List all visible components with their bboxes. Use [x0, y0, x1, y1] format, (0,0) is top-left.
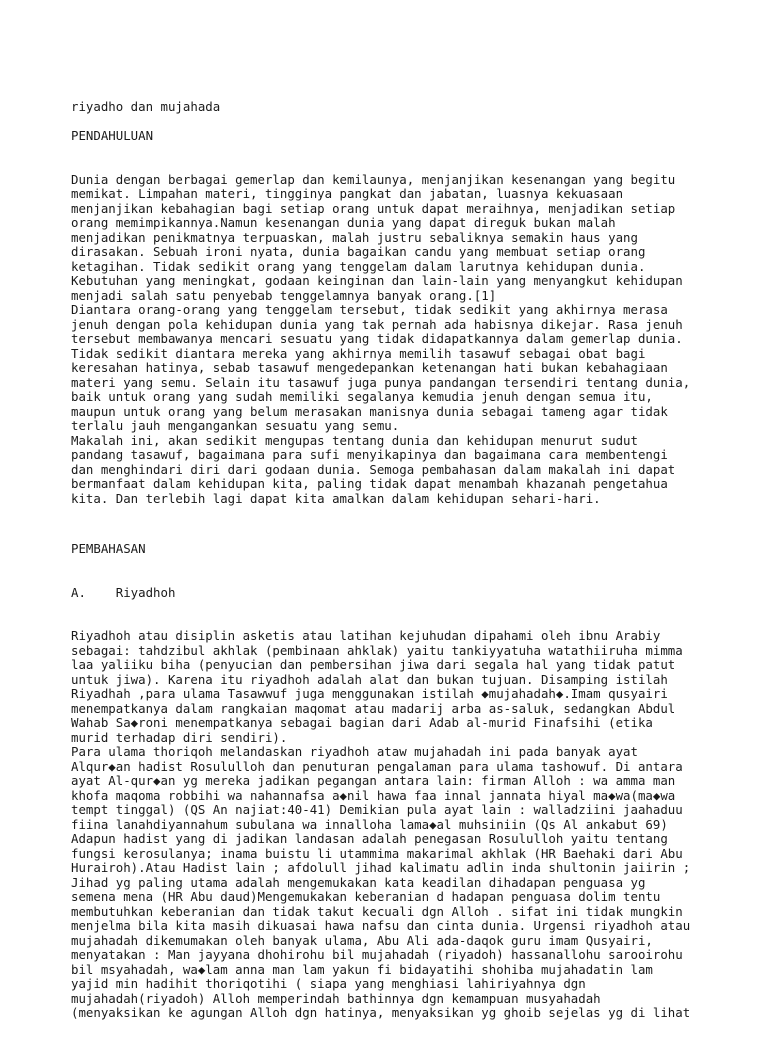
intro-text-line: jenuh dengan pola kehidupan dunia yang tak pernah ada habisnya dikejar. Rasa jenuh [71, 316, 683, 332]
body-section [71, 513, 690, 1050]
intro-text-line: menjadikan penikmatnya terpuaskan, malah justru sebaliknya semakin haus yang [71, 229, 638, 245]
body-text-line: Riyadhoh atau disiplin asketis atau latihan kejuhudan dipahami oleh ibnu Arabiy [71, 628, 661, 643]
body-text-line: laa yaliiku biha (penyucian dan pembersihan jiwa dari segala hal yang tidak patut [71, 657, 676, 672]
intro-text-line: ketagihan. Tidak sedikit orang yang tenggelam dalam larutnya kehidupan dunia. [71, 258, 646, 274]
body-text-line: fungsi kerosulanya; inama buistu li utammima makarimal akhlak (HR Baehaki dari Abu [71, 845, 683, 861]
body-text-line: tempt tinggal) (QS An najiat:40-41) Demikian pula ayat lain : walladziini jaahaduu [71, 802, 683, 817]
intro-text-line: menjadi salah satu penyebab tenggelamnya banyak orang.[1] [71, 287, 497, 303]
body-paragraphs [71, 629, 690, 1021]
body-text-line: murid terhadap diri sendiri). [71, 729, 288, 745]
body-text-line: menjelma bila kita masih dikuasai hawa nafsu dan cinta dunia. Urgensi riyadhoh atau [71, 918, 691, 933]
body-text-line: Adapun hadist yang di jadikan landasan adalah penegasan Rosululloh yaitu tentang [71, 831, 668, 846]
body-subheading: A. Riyadhoh [71, 584, 176, 600]
intro-text-line: terlalu jauh mengangankan sesuatu yang semu. [71, 418, 400, 433]
document-title: riyadho dan mujahada [71, 99, 221, 114]
body-text-line: Jihad yg paling utama adalah mengemukakan kata keadilan dihadapan penguasa yg [71, 874, 646, 890]
intro-text-line: dirasakan. Sebuah ironi nyata, dunia bagaikan candu yang membuat setiap orang [71, 244, 646, 259]
intro-text-line: memikat. Limpahan materi, tingginya pangkat dan jabatan, luasnya kekuasaan [71, 186, 624, 201]
intro-text-line: Kebutuhan yang meningkat, godaan keinginan dan lain-lain yang menyangkut kehidupan [71, 273, 683, 288]
intro-text-line: Makalah ini, akan sedikit mengupas tentang dunia dan kehidupan menurut sudut [71, 432, 638, 448]
body-text-line: membutuhkan keberanian dan tidak takut kecuali dgn Alloh . sifat ini tidak mungkin [71, 903, 683, 919]
body-text-line: menyatakan : Man jayyana dhohirohu bil mujahadah (riyadoh) hassanallohu sarooirohu [71, 947, 683, 962]
intro-text-line: Tidak sedikit diantara mereka yang akhirnya memilih tasawuf sebagai obat bagi [71, 345, 646, 361]
body-text-line: menempatkanya dalam rangkaian maqomat atau madarij arba as-saluk, sedangkan Abdul [71, 700, 676, 716]
intro-section [71, 100, 690, 535]
body-text-line: mujahadah(riyadoh) Alloh memperindah bathinnya dgn kemampuan musyahadah [71, 990, 601, 1006]
intro-text-line: maupun untuk orang yang belum merasakan manisnya dunia sebagai tameng agar tidak [71, 403, 668, 419]
intro-text-line: baik untuk orang yang sudah memiliki segalanya kemudia jenuh dengan semua itu, [71, 389, 653, 404]
intro-text-line: materi yang semu. Selain itu tasawuf juga punya pandangan tersendiri tentang dunia, [71, 374, 691, 390]
intro-text-line: Dunia dengan berbagai gemerlap dan kemilaunya, menjanjikan kesenangan yang begitu [71, 171, 676, 187]
intro-text-line: dan menghindari diri dari godaan dunia. Semoga pembahasan dalam makalah ini dapat [71, 461, 676, 477]
intro-text-line: menjanjikan kebahagian bagi setiap orang untuk dapat meraihnya, menjadikan setiap [71, 200, 676, 216]
intro-text-line: orang memimpikannya.Namun kesenangan dunia yang dapat direguk bukan malah [71, 215, 616, 230]
body-text-line: sebagai: tahdzibul akhlak (pembinaan ahklak) yaitu tankiyyatuha watathiiruha mimma [71, 642, 683, 658]
body-text-line: mujahadah dikemumakan oleh banyak ulama, Abu Ali ada-daqok guru imam Qusyairi, [71, 932, 653, 948]
intro-paragraphs [71, 173, 690, 507]
body-text-line: Wahab Sa◆roni menempatkanya sebagai bagian dari Adab al-murid Finafsihi (etika [71, 715, 653, 730]
body-text-line: semena mena (HR Abu daud)Mengemukakan keberanian d hadapan penguasa dolim tentu [71, 889, 661, 904]
intro-text-line: tersebut membawanya mencari sesuatu yang tidak didapatkannya dalam gemerlap dunia. [71, 331, 683, 346]
intro-text-line: pandang tasawuf, bagaimana para sufi menyikapinya dan bagaimana cara membentengi [71, 447, 668, 462]
body-text-line: fiina lanahdiyannahum subulana wa innalloha lama◆al muhsiniin (Qs Al ankabut 69) [71, 816, 668, 832]
body-text-line: ayat Al-qur◆an yg mereka jadikan pegangan antara lain: firman Alloh : wa amma man [71, 773, 676, 788]
body-text-line: Hurairoh).Atau Hadist lain ; afdolull jihad kalimatu adlin inda shultonin jaiirin ; [71, 860, 691, 875]
intro-heading: PENDAHULUAN [71, 128, 154, 143]
body-text-line: Riyadhah ,para ulama Tasawwuf juga menggunakan istilah ◆mujahadah◆.Imam qusyairi [71, 686, 668, 701]
body-heading: PEMBAHASAN [71, 541, 146, 556]
body-text-line: khofa maqoma robbihi wa nahannafsa a◆nil hawa faa innal jannata hiyal ma◆wa(ma◆wa [71, 787, 676, 803]
body-text-line: Alqur◆an hadist Rosululloh dan penuturan pengalaman para ulama tashowuf. Di antara [71, 758, 683, 774]
intro-text-line: kita. Dan terlebih lagi dapat kita amalkan dalam kehidupan sehari-hari. [71, 490, 601, 506]
body-text-line: yajid min hadihit thoriqotihi ( siapa yang menghiasi lahiriyahnya dgn [71, 976, 586, 991]
intro-text-line: bermanfaat dalam kehidupan kita, paling tidak dapat menambah khazanah pengetahua [71, 476, 668, 491]
body-text-line: Para ulama thoriqoh melandaskan riyadhoh ataw mujahadah ini pada banyak ayat [71, 744, 638, 759]
body-text-line: bil msyahadah, wa◆lam anna man lam yakun fi bidayatihi shohiba mujahadatin lam [71, 961, 653, 977]
intro-text-line: keresahan hatinya, sebab tasawuf mengedepankan ketenangan hati bukan kebahagiaan [71, 360, 668, 375]
body-text-line: (menyaksikan ke agungan Alloh dgn hatinya, menyaksikan yg ghoib sejelas yg di lihat [71, 1005, 691, 1020]
body-text-line: untuk jiwa). Karena itu riyadhoh adalah alat dan bukan tujuan. Disamping istilah [71, 671, 668, 687]
document-text [71, 71, 761, 1020]
intro-text-line: Diantara orang-orang yang tenggelam tersebut, tidak sedikit yang akhirnya merasa [71, 302, 668, 317]
